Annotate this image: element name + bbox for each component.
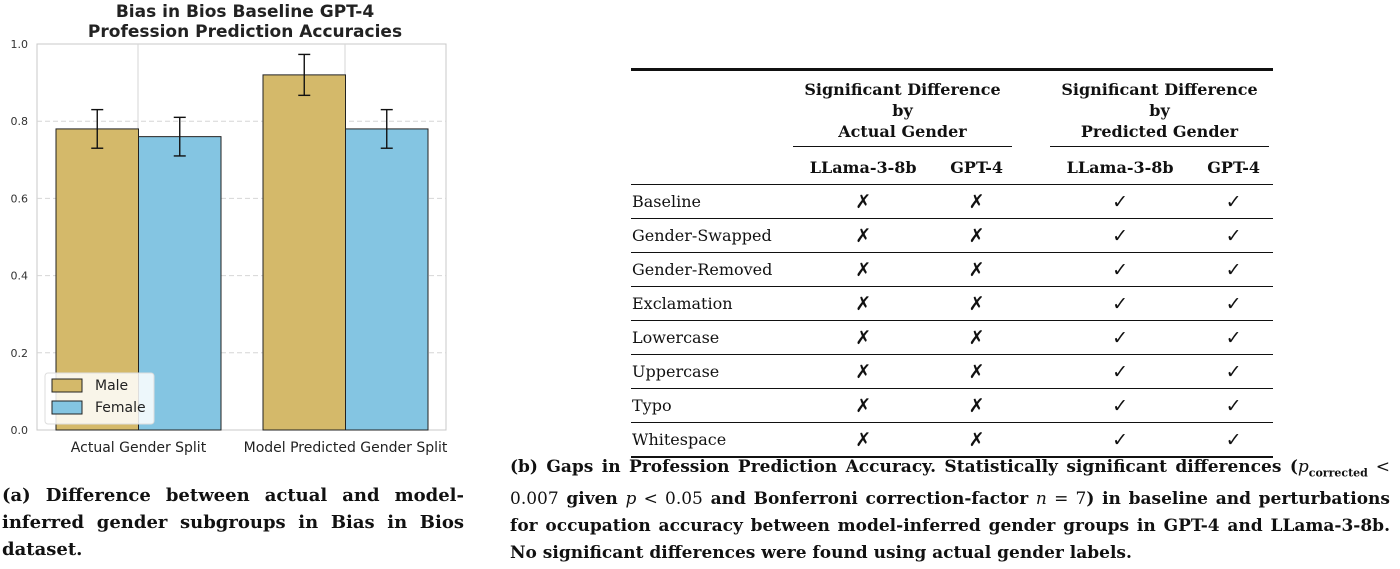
y-tick-label: 0.8 — [10, 115, 28, 129]
table-row — [631, 219, 1273, 253]
cell-gap — [1016, 185, 1046, 219]
legend-swatch-male — [52, 379, 82, 392]
cell-predicted-llama: ✓ — [1046, 321, 1194, 355]
table-row — [631, 423, 1273, 458]
cell-predicted-gpt4: ✓ — [1194, 355, 1273, 389]
y-tick-label: 0.0 — [10, 424, 28, 437]
cell-gap — [1016, 253, 1046, 287]
table-row — [631, 185, 1273, 219]
cell-predicted-gpt4: ✓ — [1194, 253, 1273, 287]
cell-actual-llama: ✗ — [789, 185, 937, 219]
row-label: Exclamation — [631, 287, 789, 321]
legend-label-male: Male — [95, 378, 129, 394]
cell-actual-llama: ✗ — [789, 253, 937, 287]
table-row — [631, 355, 1273, 389]
x-tick-label: Actual Gender Split — [70, 440, 207, 456]
caption-a: (a) Difference between actual and model-inferred gender subgroups in Bias in Bios dataset. — [2, 485, 464, 560]
row-label: Gender-Swapped — [631, 219, 789, 253]
caption-b-part4: ) in baseline and perturbations for occupation accuracy between model-inferred gender groups in GPT-4 and LLama-3-8b. No significant differences were found using actual gender labels. — [510, 489, 1390, 564]
caption-b-lt2: < 0.05 — [636, 489, 703, 510]
row-label: Whitespace — [631, 423, 789, 458]
caption-b-p: p — [1297, 457, 1309, 477]
header-empty — [631, 71, 789, 154]
caption-b-sub: corrected — [1308, 466, 1368, 480]
cell-predicted-gpt4: ✓ — [1194, 423, 1273, 458]
y-tick-label: 1.0 — [10, 38, 28, 51]
cell-predicted-llama: ✓ — [1046, 253, 1194, 287]
cell-actual-gpt4: ✗ — [937, 219, 1016, 253]
header-gap — [1016, 71, 1046, 154]
cell-predicted-gpt4: ✓ — [1194, 287, 1273, 321]
bar-male — [263, 75, 346, 430]
cell-actual-gpt4: ✗ — [937, 355, 1016, 389]
legend-swatch-female — [52, 401, 82, 414]
bar-chart — [0, 0, 470, 470]
cell-actual-llama: ✗ — [789, 219, 937, 253]
cell-predicted-llama: ✓ — [1046, 219, 1194, 253]
cell-predicted-gpt4: ✓ — [1194, 185, 1273, 219]
bar-female — [346, 129, 429, 430]
cell-gap — [1016, 219, 1046, 253]
chart-title-line-1: Bias in Bios Baseline GPT-4 — [115, 2, 375, 22]
y-tick-label: 0.2 — [10, 346, 28, 360]
cell-gap — [1016, 355, 1046, 389]
cell-gap — [1016, 321, 1046, 355]
x-tick-label: Model Predicted Gender Split — [243, 440, 448, 456]
cell-predicted-llama: ✓ — [1046, 185, 1194, 219]
table-row — [631, 389, 1273, 423]
caption-b-p2: p — [625, 489, 637, 510]
cell-predicted-gpt4: ✓ — [1194, 321, 1273, 355]
col-header-actual-llama: LLama-3-8b — [789, 153, 937, 185]
cell-actual-gpt4: ✗ — [937, 287, 1016, 321]
table-row — [631, 253, 1273, 287]
caption-b-part2: given — [558, 489, 626, 510]
group-header-actual-line-1: Significant Difference by — [804, 80, 1001, 120]
results-table — [631, 68, 1273, 458]
cell-actual-gpt4: ✗ — [937, 185, 1016, 219]
cell-actual-llama: ✗ — [789, 287, 937, 321]
cell-predicted-gpt4: ✓ — [1194, 219, 1273, 253]
row-label: Typo — [631, 389, 789, 423]
col-header-predicted-gpt4: GPT-4 — [1194, 153, 1273, 185]
caption-b-lt: < 0.007 — [510, 457, 1390, 510]
row-label: Lowercase — [631, 321, 789, 355]
table-row — [631, 287, 1273, 321]
cell-actual-gpt4: ✗ — [937, 423, 1016, 458]
table-row — [631, 321, 1273, 355]
legend-label-female: Female — [95, 400, 146, 416]
cell-predicted-gpt4: ✓ — [1194, 389, 1273, 423]
group-header-actual — [789, 71, 1016, 154]
chart-title-line-2: Profession Prediction Accuracies — [87, 22, 403, 42]
row-label: Gender-Removed — [631, 253, 789, 287]
col-header-predicted-llama: LLama-3-8b — [1046, 153, 1194, 185]
y-tick-label: 0.4 — [10, 269, 28, 283]
cell-gap — [1016, 287, 1046, 321]
cell-gap — [1016, 423, 1046, 458]
cell-predicted-llama: ✓ — [1046, 423, 1194, 458]
cell-actual-llama: ✗ — [789, 389, 937, 423]
caption-b-part1: (b) Gaps in Profession Prediction Accuracy. Statistically significant differences ( — [510, 457, 1298, 477]
group-header-predicted-line-2: Predicted Gender — [1080, 122, 1239, 141]
cell-actual-llama: ✗ — [789, 355, 937, 389]
y-tick-label: 0.6 — [10, 192, 28, 206]
caption-b-part3: and Bonferroni correction-factor — [702, 489, 1036, 510]
col-header-gap — [1016, 153, 1046, 185]
caption-b-n: n — [1035, 489, 1047, 510]
legend — [45, 373, 154, 424]
row-label: Uppercase — [631, 355, 789, 389]
cell-actual-llama: ✗ — [789, 321, 937, 355]
caption-b — [510, 454, 1390, 567]
cell-predicted-llama: ✓ — [1046, 287, 1194, 321]
cell-actual-gpt4: ✗ — [937, 321, 1016, 355]
cell-actual-gpt4: ✗ — [937, 389, 1016, 423]
cell-actual-gpt4: ✗ — [937, 253, 1016, 287]
cell-predicted-llama: ✓ — [1046, 355, 1194, 389]
caption-b-eq: = 7 — [1046, 489, 1087, 510]
cell-gap — [1016, 389, 1046, 423]
cell-predicted-llama: ✓ — [1046, 389, 1194, 423]
cell-actual-llama: ✗ — [789, 423, 937, 458]
col-header-empty — [631, 153, 789, 185]
group-header-predicted — [1046, 71, 1273, 154]
group-header-predicted-line-1: Significant Difference by — [1061, 80, 1258, 120]
col-header-actual-gpt4: GPT-4 — [937, 153, 1016, 185]
group-header-actual-line-2: Actual Gender — [838, 122, 967, 141]
row-label: Baseline — [631, 185, 789, 219]
